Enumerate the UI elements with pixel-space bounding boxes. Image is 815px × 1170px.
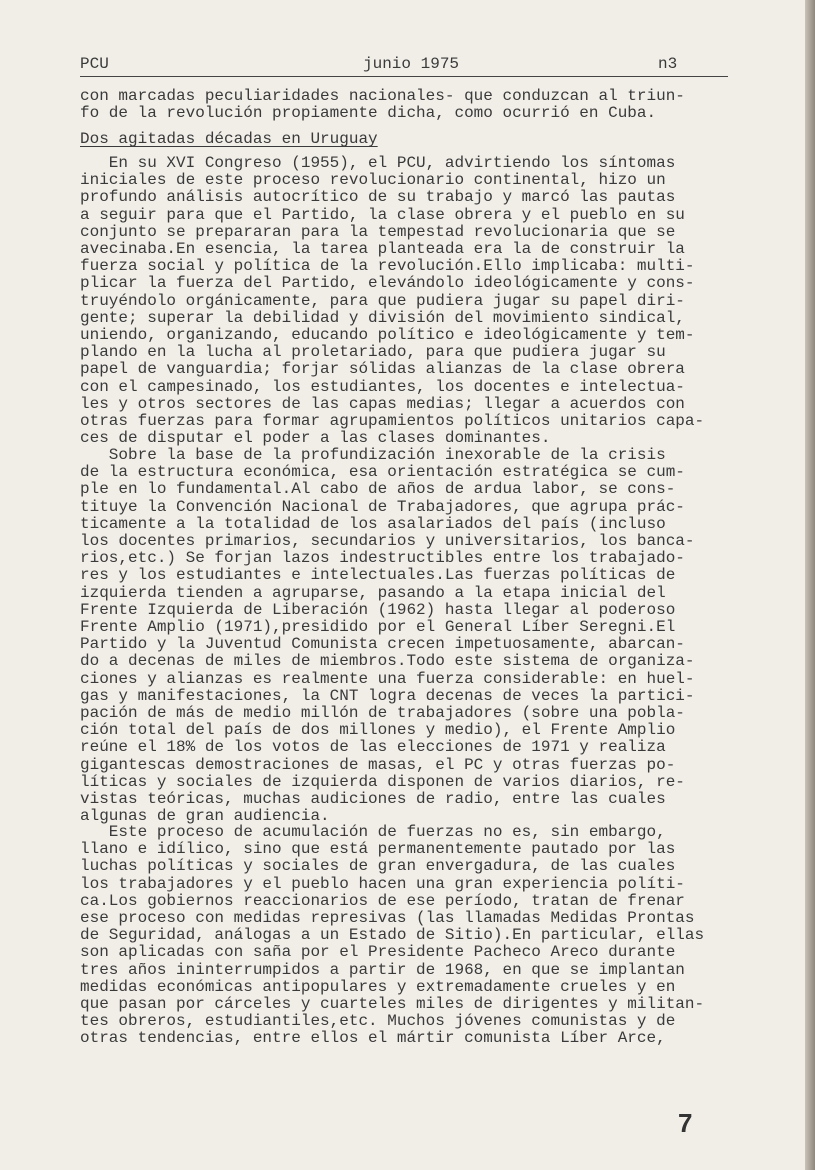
text-line: con marcadas peculiaridades nacionales- que conduzcan al triun- <box>80 87 685 105</box>
text-line: ticamente a la totalidad de los asalariados del país (incluso <box>80 514 666 533</box>
text-line: plando en la lucha al proletariado, para que pudiera jugar su <box>80 343 666 362</box>
text-line: de Seguridad, análogas a un Estado de Sitio).En particular, ellas <box>80 926 705 945</box>
text-line: avecinaba.En esencia, la tarea planteada era la de construir la <box>80 240 685 259</box>
text-line: ple en lo fundamental.Al cabo de años de ardua labor, se cons- <box>80 480 676 499</box>
text-line: otras fuerzas para formar agrupamientos políticos unitarios capa- <box>80 412 705 431</box>
text-line: líticas y sociales de izquierda disponen de varios diarios, re- <box>80 772 685 791</box>
page-edge-shadow <box>805 0 815 1170</box>
text-line: con el campesinado, los estudiantes, los docentes e intelectua- <box>80 377 685 396</box>
text-line: iniciales de este proceso revolucionario continental, hizo un <box>80 171 666 190</box>
text-line: pación de más de medio millón de trabajadores (sobre una pobla- <box>80 704 685 723</box>
header-date: junio 1975 <box>363 55 460 73</box>
text-line: Frente Amplio (1971),presidido por el General Líber Seregni.El <box>80 618 676 637</box>
text-line: profundo análisis autocrítico de su trabajo y marcó las pautas <box>80 188 676 207</box>
text-line: izquierda tienden a agruparse, pasando a la etapa inicial del <box>80 583 666 602</box>
text-line: fuerza social y política de la revolución.Ello implicaba: multi- <box>80 257 695 276</box>
text-line: ca.Los gobiernos reaccionarios de ese período, tratan de frenar <box>80 891 685 910</box>
intro-text <box>80 88 685 122</box>
text-line: conjunto se prepararan para la tempestad revolucionaria que se <box>80 222 676 241</box>
text-line: tes obreros, estudiantiles,etc. Muchos jóvenes comunistas y de <box>80 1012 676 1031</box>
text-line: fo de la revolución propiamente dicha, como ocurrió en Cuba. <box>80 104 657 123</box>
text-line: gente; superar la debilidad y división del movimiento sindical, <box>80 308 685 327</box>
section-title: Dos agitadas décadas en Uruguay <box>80 130 378 148</box>
text-line: los docentes primarios, secundarios y universitarios, los banca- <box>80 532 695 551</box>
text-line: de la estructura económica, esa orientación estratégica se cum- <box>80 463 685 482</box>
text-line: truyéndolo orgánicamente, para que pudiera jugar su papel diri- <box>80 291 685 310</box>
header-issue: n3 <box>658 55 678 73</box>
text-line: que pasan por cárceles y cuarteles miles de dirigentes y militan- <box>80 995 705 1014</box>
page-number: 7 <box>678 1108 693 1138</box>
page-header <box>80 54 728 77</box>
text-line: los trabajadores y el pueblo hacen una gran experiencia políti- <box>80 874 685 893</box>
text-line: algunas de gran audiencia. <box>80 807 330 826</box>
text-line: son aplicadas con saña por el Presidente Pacheco Areco durante <box>80 943 676 962</box>
text-line: En su XVI Congreso (1955), el PCU, advirtiendo los síntomas <box>80 154 676 172</box>
text-line: ciones y alianzas es realmente una fuerza considerable: en huel- <box>80 669 695 688</box>
text-line: luchas políticas y sociales de gran envergadura, de las cuales <box>80 857 676 876</box>
text-line: ese proceso con medidas represivas (las llamadas Medidas Prontas <box>80 909 695 928</box>
text-line: gigantescas demostraciones de masas, el PC y otras fuerzas po- <box>80 755 676 774</box>
text-line: uniendo, organizando, educando político e ideológicamente y tem- <box>80 326 695 345</box>
text-line: Partido y la Juventud Comunista crecen impetuosamente, abarcan- <box>80 635 685 654</box>
section-heading <box>80 131 378 148</box>
header-publication: PCU <box>80 55 109 73</box>
text-line: llano e idílico, sino que está permanentemente pautado por las <box>80 840 676 859</box>
text-line: res y los estudiantes e intelectuales.Las fuerzas políticas de <box>80 566 676 585</box>
text-line: a seguir para que el Partido, la clase obrera y el pueblo en su <box>80 205 685 224</box>
text-line: medidas económicas antipopulares y extremadamente crueles y en <box>80 977 676 996</box>
text-line: tres años ininterrumpidos a partir de 1968, en que se implantan <box>80 960 685 979</box>
text-line: les y otros sectores de las capas medias; llegar a acuerdos con <box>80 394 685 413</box>
paragraph-1 <box>80 155 704 447</box>
text-line: gas y manifestaciones, la CNT logra decenas de veces la partici- <box>80 686 695 705</box>
text-line: ción total del país de dos millones y medio), el Frente Amplio <box>80 721 676 740</box>
paragraph-2 <box>80 447 695 825</box>
paragraph-3 <box>80 824 704 1048</box>
text-line: otras tendencias, entre ellos el mártir comunista Líber Arce, <box>80 1029 666 1048</box>
text-line: rios,etc.) Se forjan lazos indestructibles entre los trabajado- <box>80 549 685 568</box>
text-line: vistas teóricas, muchas audiciones de radio, entre las cuales <box>80 790 666 809</box>
text-line: ces de disputar el poder a las clases dominantes. <box>80 429 551 448</box>
text-line: Sobre la base de la profundización inexorable de la crisis <box>80 446 666 464</box>
text-line: plicar la fuerza del Partido, elevándolo ideológicamente y cons- <box>80 274 695 293</box>
text-line: tituye la Convención Nacional de Trabajadores, que agrupa prác- <box>80 497 685 516</box>
text-line: Este proceso de acumulación de fuerzas no es, sin embargo, <box>80 823 666 841</box>
text-line: do a decenas de miles de miembros.Todo este sistema de organiza- <box>80 652 695 671</box>
text-line: Frente Izquierda de Liberación (1962) hasta llegar al poderoso <box>80 600 676 619</box>
text-line: reúne el 18% de los votos de las elecciones de 1971 y realiza <box>80 738 666 757</box>
text-line: papel de vanguardia; forjar sólidas alianzas de la clase obrera <box>80 360 685 379</box>
